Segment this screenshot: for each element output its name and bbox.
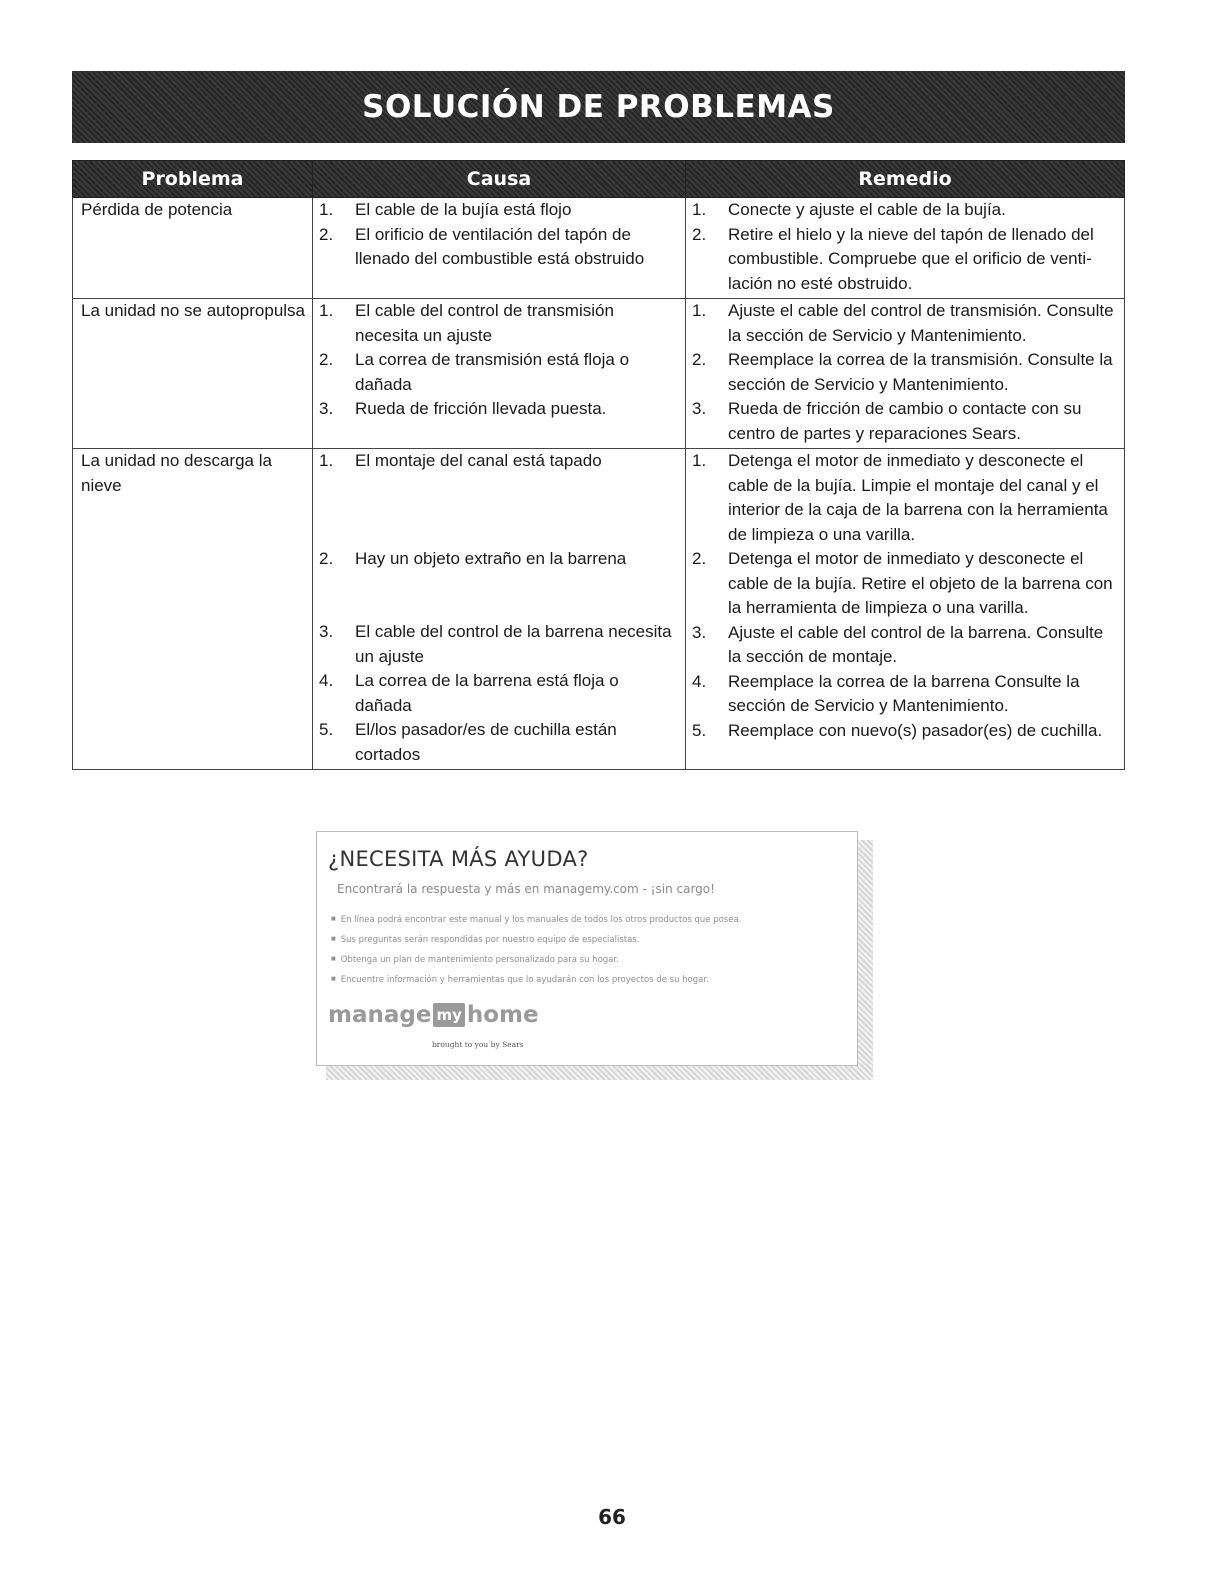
list-item: 1. Ajuste el cable del control de transmisión. Consulte la sección de Servicio y Mantenimiento.	[692, 301, 1114, 345]
cause-cell	[313, 449, 686, 770]
problem-cell: La unidad no se autopropulsa	[73, 299, 313, 449]
list-item: 1. Detenga el motor de inmediato y desconecte el cable de la bujía. Limpie el montaje del canal y el interior de la caja de la barrena con la herramienta de limpieza o una varilla.	[692, 451, 1108, 544]
list-item: 5. El/los pasador/es de cuchilla están cortados	[319, 720, 617, 764]
list-item: 2. Hay un objeto extraño en la barrena	[319, 549, 627, 568]
list-item: ■ En línea podrá encontrar este manual y los manuales de todos los otros productos que posea.	[331, 910, 741, 930]
list-item: 5. Reemplace con nuevo(s) pasador(es) de cuchilla.	[692, 720, 1103, 740]
cause-cell	[313, 198, 686, 299]
page-number: 66	[598, 1505, 626, 1529]
manage-my-home-logo	[328, 1002, 539, 1028]
list-item: 3. Ajuste el cable del control de la barrena. Consulte la sección de montaje.	[692, 622, 1104, 666]
list-item: 2. Reemplace la correa de la transmisión. Consulte la sección de Servicio y Mantenimiento.	[692, 350, 1113, 394]
header-cause: Causa	[313, 161, 686, 198]
logo-home: home	[466, 1002, 539, 1028]
list-item: 4. La correa de la barrena está floja o dañada	[319, 671, 619, 715]
logo-tagline: brought to you by Sears	[432, 1040, 524, 1049]
remedy-cell	[686, 449, 1125, 770]
table-row	[73, 198, 1125, 299]
list-item: 1. El montaje del canal está tapado	[319, 451, 602, 470]
list-item: 1. El cable del control de transmisión necesita un ajuste	[319, 301, 614, 345]
help-bullet-list	[331, 910, 741, 990]
list-item: 1. El cable de la bujía está flojo	[319, 200, 572, 219]
help-box	[316, 831, 858, 1066]
troubleshooting-table	[72, 160, 1125, 770]
list-item: 2. Detenga el motor de inmediato y desconecte el cable de la bujía. Retire el objeto de la barrena con la herramienta de limpieza o una varilla.	[692, 549, 1113, 617]
list-item: ■ Obtenga un plan de mantenimiento personalizado para su hogar.	[331, 950, 741, 970]
remedy-cell	[686, 198, 1125, 299]
list-item: 1. Conecte y ajuste el cable de la bujía.	[692, 200, 1006, 219]
list-item: 3. El cable del control de la barrena necesita un ajuste	[319, 622, 672, 666]
problem-cell: La unidad no descarga la nieve	[73, 449, 313, 770]
logo-my: my	[433, 1003, 464, 1027]
page-title: SOLUCIÓN DE PROBLEMAS	[362, 89, 835, 125]
logo-manage: manage	[328, 1002, 432, 1028]
help-box-shadow	[857, 840, 873, 1080]
list-item: 4. Reemplace la correa de la barrena Consulte la sección de Servicio y Mantenimiento.	[692, 671, 1080, 715]
table-row	[73, 449, 1125, 770]
problem-cell: Pérdida de potencia	[73, 198, 313, 299]
table-header-row	[73, 161, 1125, 198]
remedy-cell	[686, 299, 1125, 449]
help-subtitle: Encontrará la respuesta y más en managemy.com - ¡sin cargo!	[337, 882, 715, 896]
title-banner	[72, 71, 1125, 143]
help-title: ¿NECESITA MÁS AYUDA?	[328, 847, 589, 871]
header-problem: Problema	[73, 161, 313, 198]
help-box-shadow	[326, 1064, 873, 1080]
list-item: 3. Rueda de fricción llevada puesta.	[319, 399, 607, 418]
header-remedy: Remedio	[686, 161, 1125, 198]
list-item: 2. El orificio de ventilación del tapón de llenado del combustible está obstruido	[319, 224, 645, 268]
list-item: 2. Retire el hielo y la nieve del tapón de llenado del combustible. Compruebe que el orificio de venti- lación no esté obstruido.	[692, 224, 1094, 293]
list-item: 2. La correa de transmisión está floja o dañada	[319, 350, 630, 394]
list-item: ■ Sus preguntas serán respondidas por nuestro equipo de especialistas.	[331, 930, 741, 950]
list-item: 3. Rueda de fricción de cambio o contacte con su centro de partes y reparaciones Sears.	[692, 399, 1082, 443]
cause-cell	[313, 299, 686, 449]
table-row	[73, 299, 1125, 449]
list-item: ■ Encuentre información y herramientas que lo ayudarán con los proyectos de su hogar.	[331, 970, 741, 990]
